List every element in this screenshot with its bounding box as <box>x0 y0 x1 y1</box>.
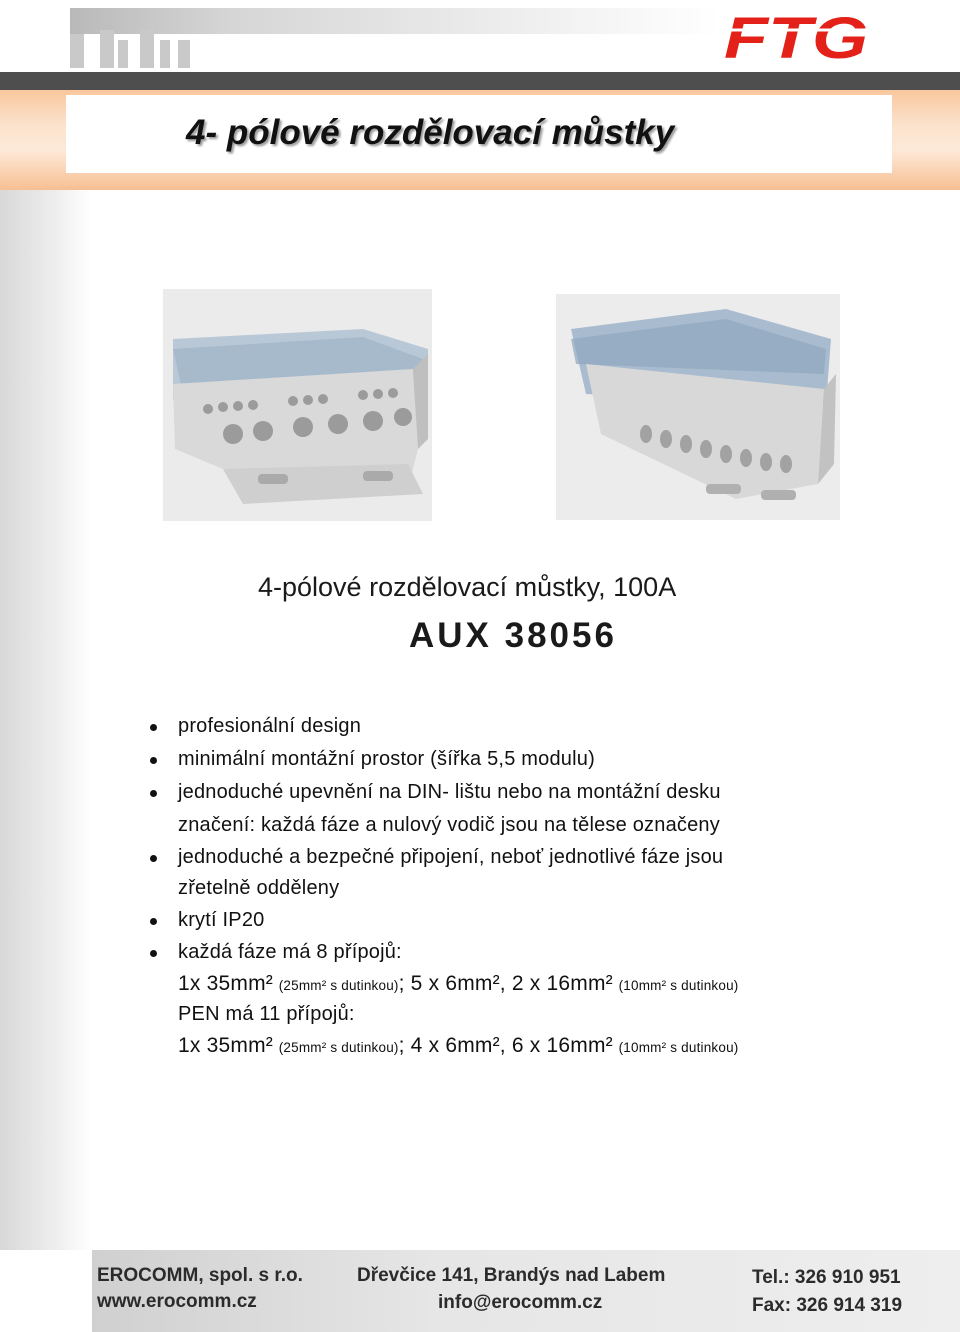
product-code: AUX 38056 <box>409 616 617 655</box>
ftg-logo <box>722 4 872 66</box>
bullet-dot <box>150 855 157 862</box>
footer-address: Dřevčice 141, Brandýs nad Labem <box>357 1265 666 1286</box>
feature-item: jednoduché upevnění na DIN- lištu nebo na montážní desku <box>178 781 721 803</box>
feature-item: značení: každá fáze a nulový vodič jsou na tělese označeny <box>178 814 720 836</box>
detail-part: 1x 35mm² <box>178 972 273 995</box>
header-graphic-bars <box>0 0 720 70</box>
feature-item: minimální montážní prostor (šířka 5,5 modulu) <box>178 748 595 770</box>
feature-item-continuation: zřetelně odděleny <box>178 877 340 899</box>
detail-note: (10mm² s dutinkou) <box>618 978 739 993</box>
detail-part: ; 5 x 6mm², 2 x 16mm² <box>398 972 613 995</box>
feature-detail-phase <box>178 972 739 996</box>
svg-text:FTG: FTG <box>724 6 868 66</box>
detail-part: ; 4 x 6mm², 6 x 16mm² <box>398 1034 613 1057</box>
detail-note: (10mm² s dutinkou) <box>618 1040 739 1055</box>
feature-item: každá fáze má 8 přípojů: <box>178 941 402 963</box>
header-dark-band <box>0 72 960 90</box>
bullet-dot <box>150 950 157 957</box>
page-title: 4- pólové rozdělovací můstky <box>186 113 675 152</box>
detail-note: (25mm² s dutinkou) <box>278 1040 399 1055</box>
detail-part: 1x 35mm² <box>178 1034 273 1057</box>
product-photo-front <box>163 289 432 521</box>
footer-email-link[interactable]: info@erocomm.cz <box>438 1292 603 1313</box>
feature-detail-pen <box>178 1034 739 1058</box>
footer-fax: Fax: 326 914 319 <box>752 1295 903 1316</box>
product-photo-back <box>556 294 840 520</box>
feature-item: jednoduché a bezpečné připojení, neboť jednotlivé fáze jsou <box>178 846 724 868</box>
bullet-dot <box>150 790 157 797</box>
footer-web-link[interactable]: www.erocomm.cz <box>97 1291 257 1312</box>
bullet-dot <box>150 757 157 764</box>
footer-company: EROCOMM, spol. s r.o. <box>97 1265 303 1286</box>
product-subtitle: 4-pólové rozdělovací můstky, 100A <box>258 572 677 602</box>
left-decor-strip <box>0 190 92 1250</box>
footer-tel: Tel.: 326 910 951 <box>752 1267 901 1288</box>
bullet-dot <box>150 724 157 731</box>
feature-item: krytí IP20 <box>178 909 265 931</box>
detail-note: (25mm² s dutinkou) <box>278 978 399 993</box>
bullet-dot <box>150 918 157 925</box>
feature-item: profesionální design <box>178 715 362 737</box>
feature-item: PEN má 11 přípojů: <box>178 1003 355 1025</box>
